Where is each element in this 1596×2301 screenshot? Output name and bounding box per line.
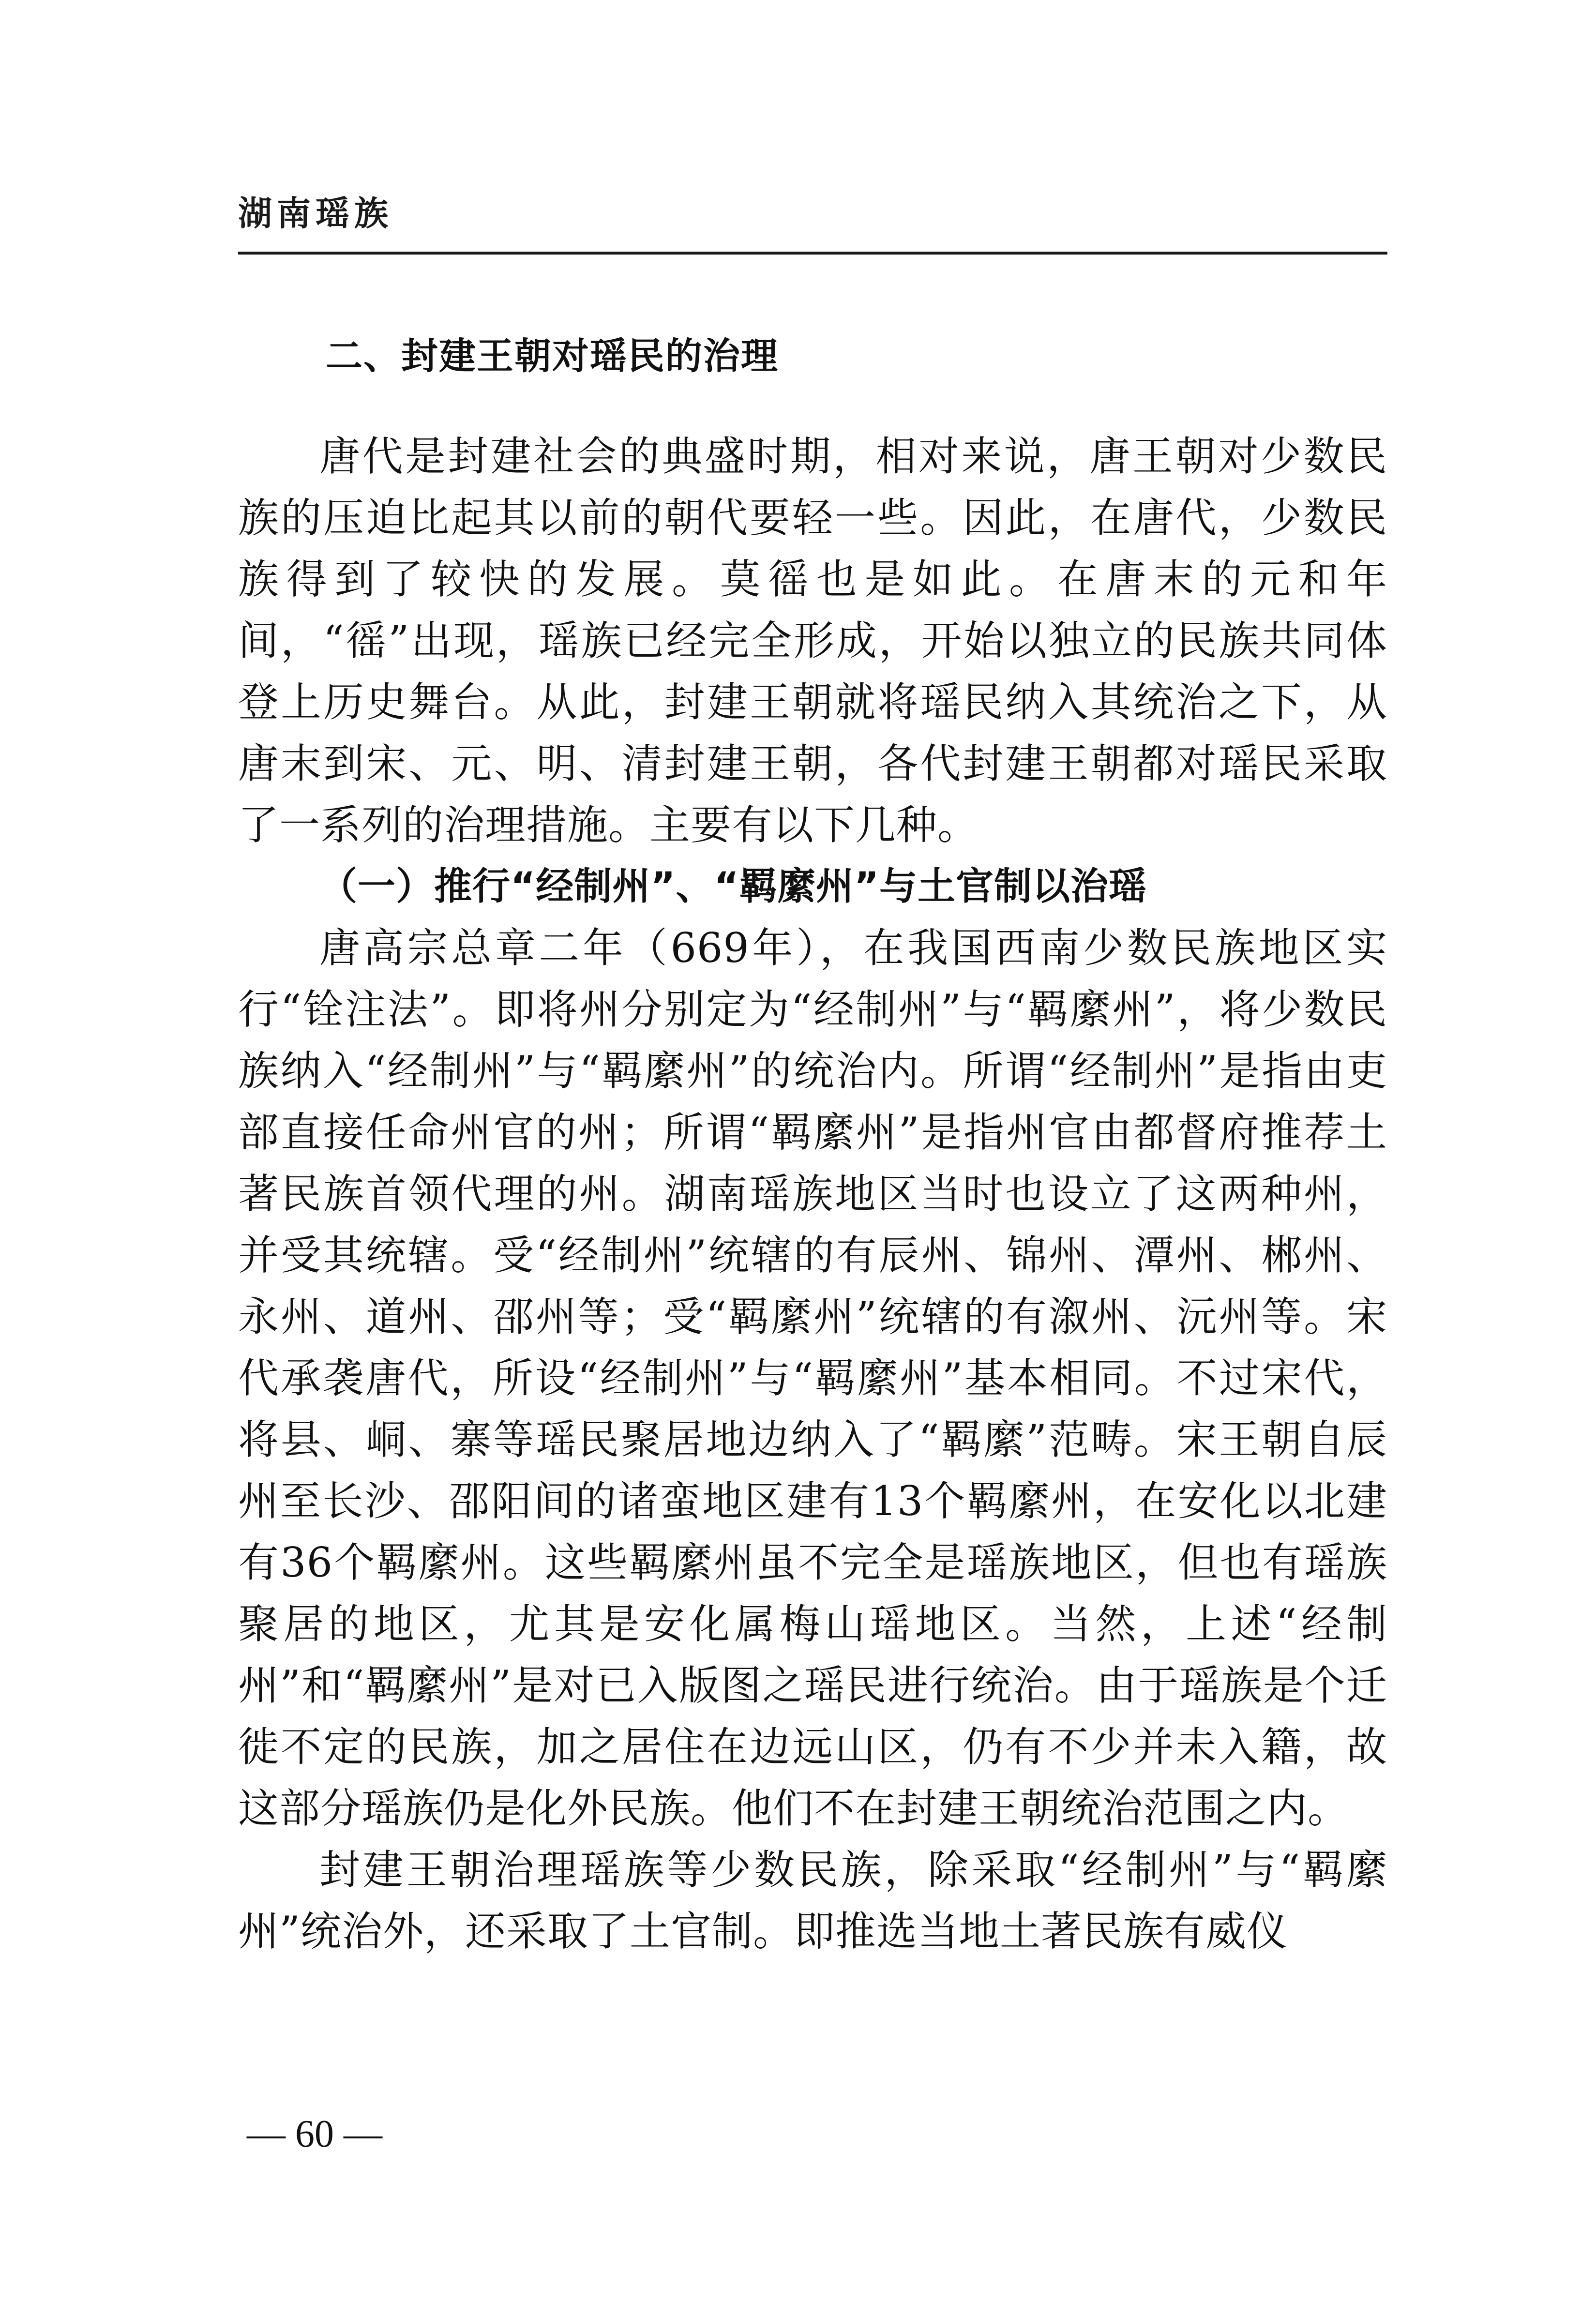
header-rule bbox=[238, 252, 1387, 255]
running-header-title: 湖南瑶族 bbox=[238, 194, 393, 233]
paragraph-1: 唐代是封建社会的典盛时期，相对来说，唐王朝对少数民族的压迫比起其以前的朝代要轻一些。因此，在唐代，少数民族得到了较快的发展。莫徭也是如此。在唐末的元和年间，“徭”出现，瑶族已经完全形成，开始以独立的民族共同体登上历史舞台。从此，封建王朝就将瑶民纳入其统治之下，从唐末到宋、元、明、清封建王朝，各代封建王朝都对瑶民采取了一系列的治理措施。主要有以下几种。 bbox=[238, 433, 1387, 849]
body-text bbox=[238, 426, 1387, 1962]
paragraph-3: 封建王朝治理瑶族等少数民族，除采取“经制州”与“羁縻州”统治外，还采取了土官制。即推选当地土著民族有威仪 bbox=[238, 1846, 1387, 1955]
section-title: 二、封建王朝对瑶民的治理 bbox=[326, 334, 779, 377]
paragraph-2: 唐高宗总章二年（669年），在我国西南少数民族地区实行“铨注法”。即将州分别定为“经制州”与“羁縻州”，将少数民族纳入“经制州”与“羁縻州”的统治内。所谓“经制州”是指由吏部直接任命州官的州；所谓“羁縻州”是指州官由都督府推荐土著民族首领代理的州。湖南瑶族地区当时也设立了这两种州，并受其统辖。受“经制州”统辖的有辰州、锦州、潭州、郴州、永州、道州、邵州等；受“羁縻州”统辖的有溆州、沅州等。宋代承袭唐代，所设“经制州”与“羁縻州”基本相同。不过宋代，将县、峒、寨等瑶民聚居地边纳入了“羁縻”范畴。宋王朝自辰州至长沙、邵阳间的诸蛮地区建有13个羁縻州，在安化以北建有36个羁縻州。这些羁縻州虽不完全是瑶族地区，但也有瑶族聚居的地区，尤其是安化属梅山瑶地区。当然，上述“经制州”和“羁縻州”是对已入版图之瑶民进行统治。由于瑶族是个迁徙不定的民族，加之居住在边远山区，仍有不少并未入籍，故这部分瑶族仍是化外民族。他们不在封建王朝统治范围之内。 bbox=[238, 924, 1387, 1832]
subheading-1: （一）推行“经制州”、“羁縻州”与土官制以治瑶 bbox=[319, 865, 1147, 908]
page-number: — 60 — bbox=[247, 2113, 382, 2155]
